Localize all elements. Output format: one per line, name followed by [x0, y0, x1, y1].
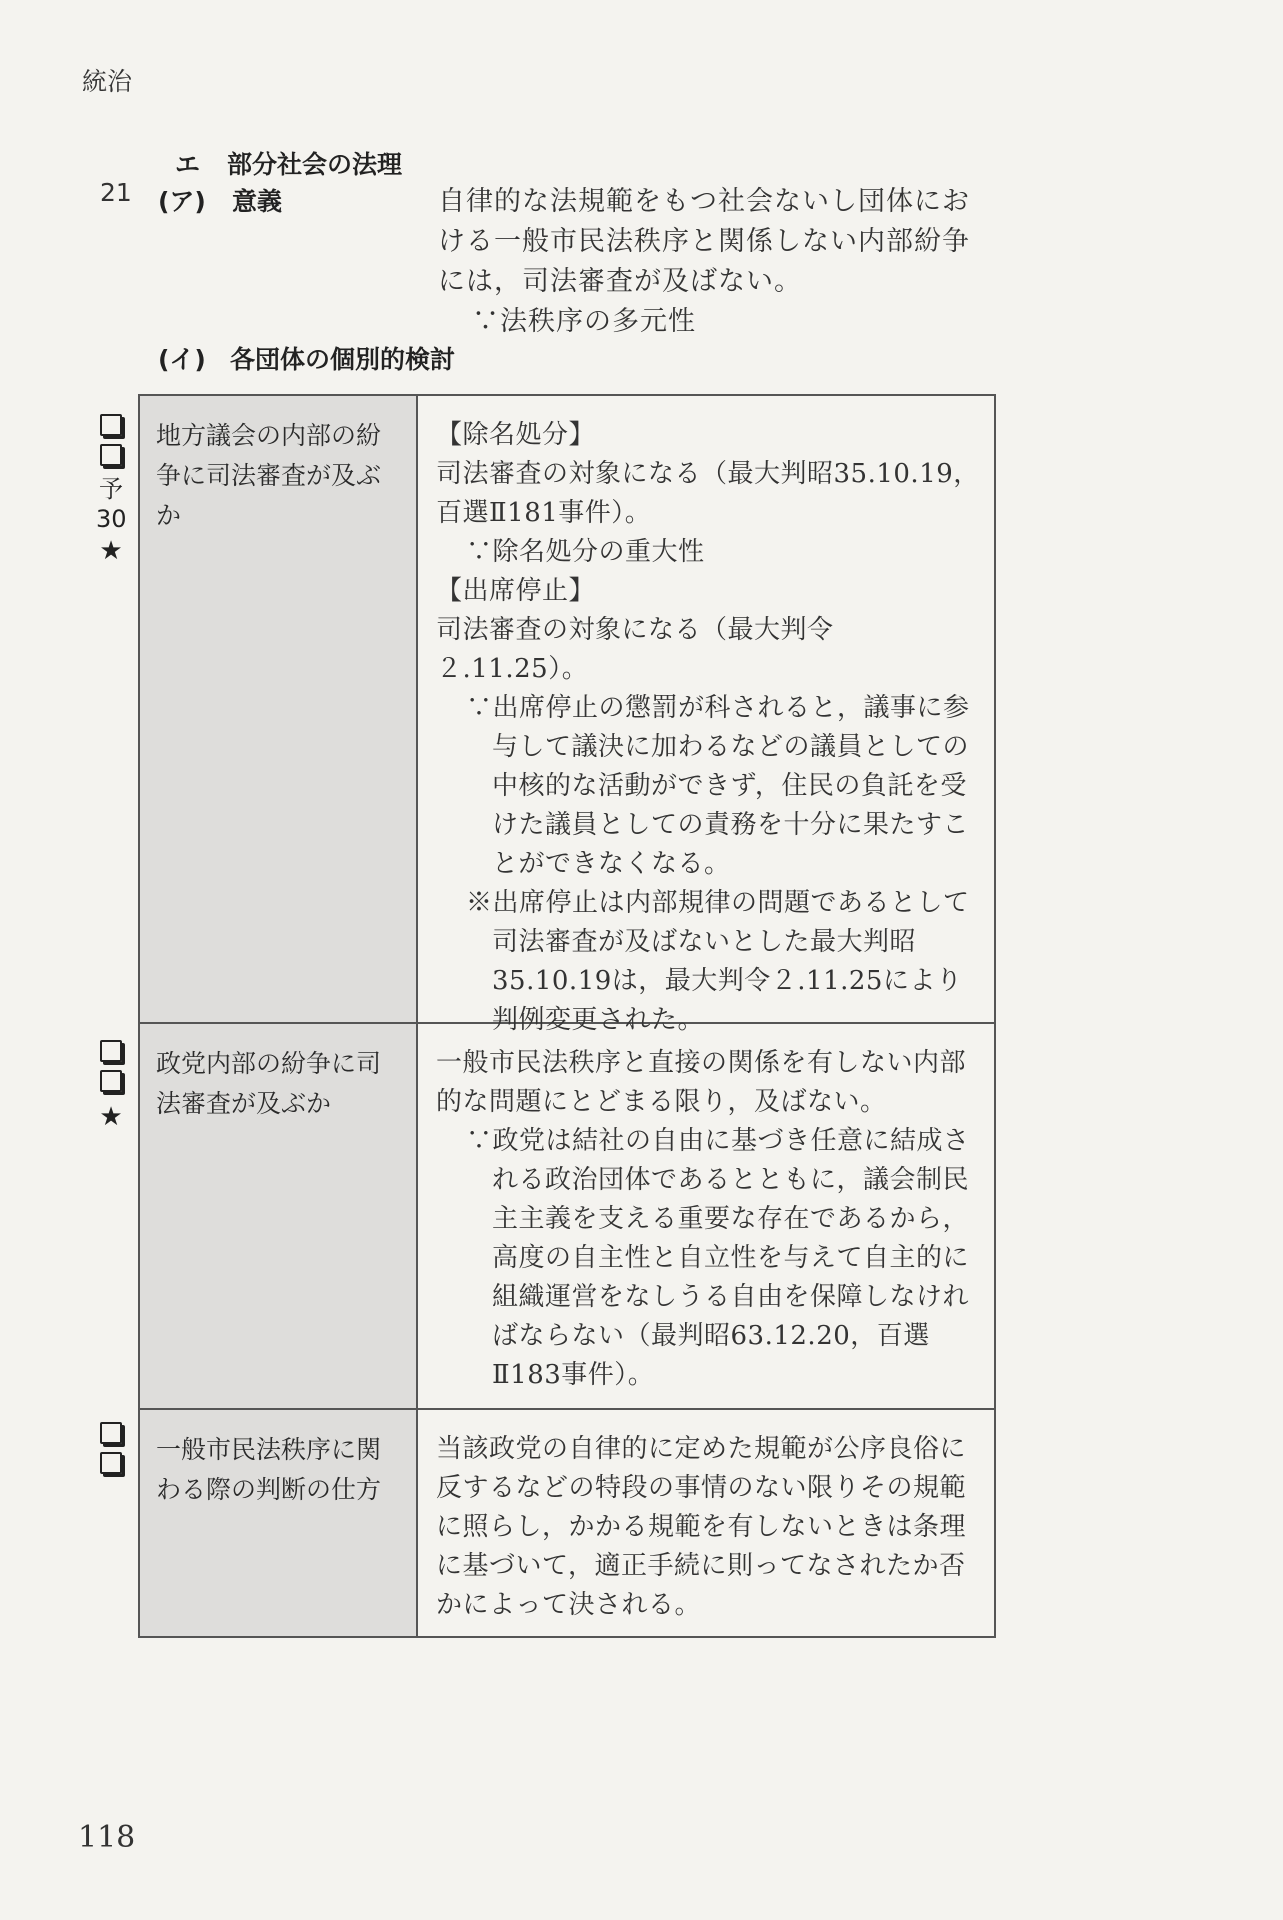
answer-line: 司法審査の対象になる（最大判昭35.10.19，百選Ⅱ181事件）。 [436, 459, 980, 528]
running-header: 統治 [82, 67, 133, 96]
subheading-a [158, 182, 282, 218]
answer-line: 一般市民法秩序と直接の関係を有しない内部的な問題にとどまる限り，及ばない。 [436, 1048, 967, 1117]
definition-text: 自律的な法規範をもつ社会ないし団体における一般市民法秩序と関係しない内部紛争には，司法審査が及ばない。 [438, 186, 970, 297]
answer-line: ∵出席停止の懲罰が科されると，議事に参与して議決に加わるなどの議員としての中核的な活動ができず，住民の負託を受けた議員としての責務を十分に果たすことができなくなる。 [466, 693, 970, 879]
answer-line: 【出席停止】 [436, 576, 596, 606]
definition-reason: ∵法秩序の多元性 [472, 306, 696, 337]
answer-cell [418, 396, 994, 1035]
subheading-mark: (イ) [158, 345, 206, 374]
page-number: 118 [78, 1820, 136, 1855]
question-cell: 一般市民法秩序に関わる際の判断の仕方 [140, 1410, 418, 1636]
answer-line: 司法審査の対象になる（最大判令２.11.25）。 [436, 615, 834, 684]
side-label: 予 [99, 475, 123, 503]
answer-line: ∵除名処分の重大性 [466, 537, 705, 567]
answer-line: ∵政党は結社の自由に基づき任意に結成される政治団体であるとともに，議会制民主主義を支える重要な存在であるから，高度の自主性と自立性を与えて自主的に組織運営をなしうる自由を保障しなければならない（最判昭63.12.20，百選Ⅱ183事件）。 [466, 1126, 970, 1390]
definition-block [438, 182, 986, 342]
row-3-side-marks [96, 1416, 126, 1482]
section-heading-e [175, 145, 402, 181]
question-cell: 政党内部の紛争に司法審査が及ぶか [140, 1024, 418, 1408]
answer-line: ※出席停止は内部規律の問題であるとして司法審査が及ばないとした最大判昭35.10.19は，最大判令２.11.25により判例変更された。 [466, 888, 970, 1035]
subheading-i [158, 340, 455, 376]
answer-cell [418, 1410, 994, 1636]
section-title: 部分社会の法理 [227, 150, 403, 179]
checkbox-icon[interactable] [100, 1422, 122, 1444]
checkbox-icon[interactable] [100, 1452, 122, 1474]
star-icon: ★ [99, 1102, 123, 1132]
checkbox-icon[interactable] [100, 414, 122, 436]
margin-number: 21 [100, 178, 132, 207]
question-cell: 地方議会の内部の紛争に司法審査が及ぶか [140, 396, 418, 1022]
side-label: 30 [96, 505, 127, 533]
checkbox-icon[interactable] [100, 1070, 122, 1092]
subheading-title: 意義 [232, 187, 283, 216]
table-row [140, 1410, 994, 1636]
answer-line: 当該政党の自律的に定めた規範が公序良俗に反するなどの特段の事情のない限りその規範に照らし，かかる規範を有しないときは条理に基づいて，適正手続に則ってなされたか否かによって決される。 [436, 1434, 967, 1620]
checkbox-icon[interactable] [100, 1040, 122, 1062]
table-row [140, 1024, 994, 1410]
row-2-side-marks [96, 1034, 126, 1134]
cases-table [138, 394, 996, 1638]
checkbox-icon[interactable] [100, 444, 122, 466]
answer-cell [418, 1024, 994, 1408]
row-1-side-marks [96, 408, 126, 568]
star-icon: ★ [99, 536, 123, 566]
table-row [140, 396, 994, 1035]
answer-line: 【除名処分】 [436, 420, 596, 450]
subheading-mark: (ア) [158, 187, 206, 216]
section-mark: エ [175, 150, 201, 179]
subheading-title: 各団体の個別的検討 [230, 345, 456, 374]
